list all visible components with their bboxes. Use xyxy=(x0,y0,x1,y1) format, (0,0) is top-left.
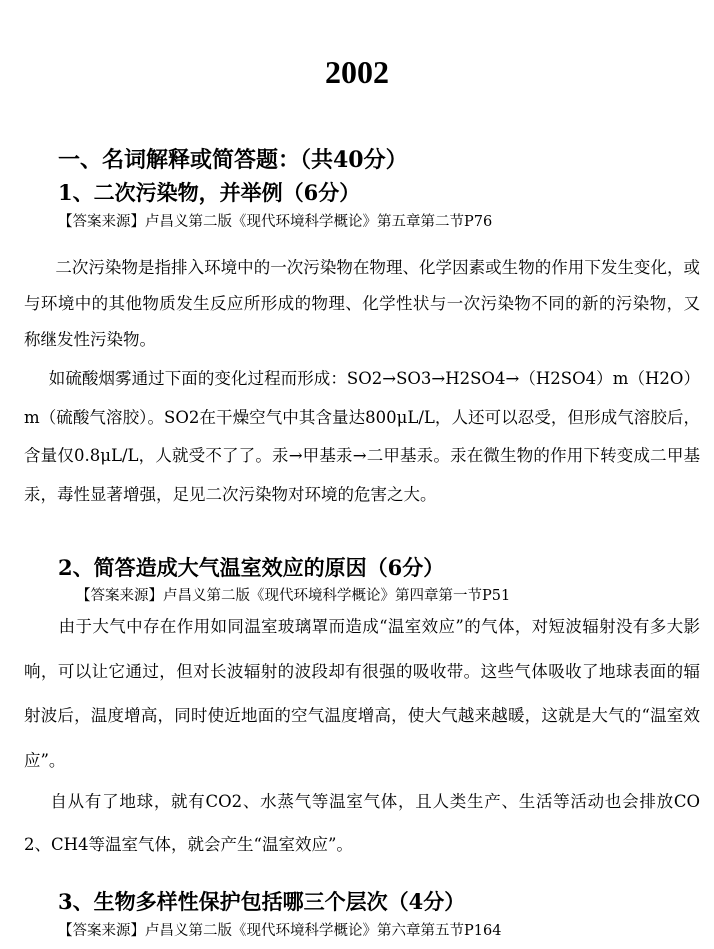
question-1-paragraph-1: 二次污染物是指排入环境中的一次污染物在物理、化学因素或生物的作用下发生变化，或与环境中的其他物质发生反应所形成的物理、化学性状与一次污染物不同的新的污染物，又称继发性污染物。 xyxy=(24,258,700,349)
question-2-heading: 2、简答造成大气温室效应的原因（6分） xyxy=(58,555,445,580)
section-heading: 一、名词解释或简答题：（共40分） xyxy=(58,147,408,173)
question-1-source: 【答案来源】卢昌义第二版《现代环境科学概论》第五章第二节P76 xyxy=(58,214,493,230)
question-1-heading: 1、二次污染物，并举例（6分） xyxy=(58,180,361,205)
question-2-paragraph-1: 由于大气中存在作用如同温室玻璃罩而造成“温室效应”的气体，对短波辐射没有多大影响，可以让它通过，但对长波辐射的波段却有很强的吸收带。这些气体吸收了地球表面的辐射波后，温度增高，同时使近地面的空气温度增高，使大气越来越暖，这就是大气的“温室效应”。 xyxy=(24,617,700,770)
question-3-source: 【答案来源】卢昌义第二版《现代环境科学概论》第六章第五节P164 xyxy=(58,923,502,939)
page-title: 2002 xyxy=(325,54,389,90)
question-2-paragraph-2: 自从有了地球，就有CO2、水蒸气等温室气体，且人类生产、生活等活动也会排放CO2、CH4等温室气体，就会产生“温室效应”。 xyxy=(24,792,700,854)
question-1-paragraph-2: 如硫酸烟雾通过下面的变化过程而形成：SO2→SO3→H2SO4→（H2SO4）m（H2O）m（硫酸气溶胶）。SO2在干燥空气中其含量达800μL/L，人还可以忍受，但形成气溶胶后，含量仅0.8μL/L，人就受不了了。汞→甲基汞→二甲基汞。汞在微生物的作用下转变成二甲基汞，毒性显著增强，足见二次污染物对环境的危害之大。 xyxy=(24,369,700,504)
question-3-heading: 3、生物多样性保护包括哪三个层次（4分） xyxy=(58,889,466,914)
question-2-source: 【答案来源】卢昌义第二版《现代环境科学概论》第四章第一节P51 xyxy=(76,588,511,604)
